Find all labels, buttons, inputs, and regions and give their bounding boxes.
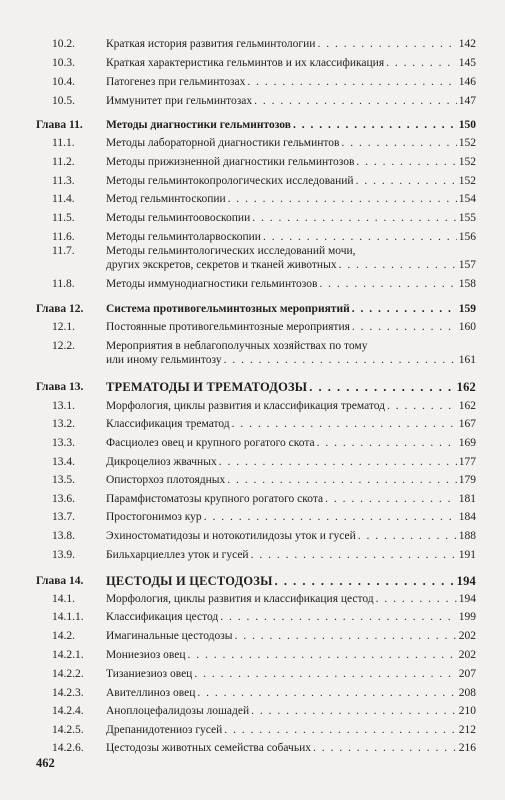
toc-entry-title-line: Дикроцелиоз жвачных — [106, 456, 217, 468]
toc-entry-page: 194 — [458, 593, 476, 605]
toc-entry-page: 181 — [458, 493, 476, 505]
toc-entry-title — [106, 455, 476, 469]
toc-entry-title-line: ЦЕСТОДЫ И ЦЕСТОДОЗЫ — [106, 574, 273, 588]
toc-entry-title — [106, 510, 476, 524]
toc-entry-number: 11.2. — [52, 156, 75, 168]
toc-entry-title-line: других экскретов, секретов и тканей животных — [106, 259, 337, 271]
toc-entry-page: 212 — [458, 724, 476, 736]
dot-leader — [194, 667, 456, 681]
toc-entry-title-line: Метод гельминтоскопии — [106, 193, 226, 205]
toc-entry-title-line: или иному гельминтозу — [106, 354, 222, 366]
toc-entry-number: Глава 13. — [36, 381, 84, 393]
toc-entry-title-line: Бильхарциеллез уток и гусей — [106, 549, 249, 561]
dot-leader — [293, 118, 457, 132]
toc-entry-title-line: Краткая характеристика гельминтов и их классификация — [106, 57, 385, 69]
toc-entry-title — [106, 211, 476, 225]
toc-entry-number: 11.7. — [52, 245, 75, 257]
toc-entry-number: 11.3. — [52, 175, 75, 187]
toc-entry-title-line: ТРЕМАТОДЫ И ТРЕМАТОДОЗЫ — [106, 380, 308, 394]
toc-entry-title-line: Парамфистоматозы крупного рогатого скота — [106, 493, 324, 505]
toc-entry-title — [106, 230, 476, 244]
toc-entry-number: 14.2.4. — [52, 705, 84, 717]
toc-entry-title — [106, 574, 476, 588]
toc-entry-title-line: Методы гельминтокопрологических исследований — [106, 175, 354, 187]
toc-entry-number: 12.1. — [52, 321, 75, 333]
toc-entry-page: 162 — [458, 400, 476, 412]
toc-entry-title — [106, 320, 476, 334]
toc-entry-title-line: Классификация цестод — [106, 611, 219, 623]
toc-entry-title — [106, 723, 476, 737]
dot-leader — [227, 473, 457, 487]
toc-entry-title-line: Краткая история развития гельминтологии — [106, 38, 316, 50]
dot-leader — [313, 741, 457, 755]
toc-entry-title-line: Цестодозы животных семейства собачьих — [106, 742, 311, 754]
toc-entry-page: 159 — [458, 303, 476, 315]
toc-entry-title-line: Имагинальные цестодозы — [106, 630, 233, 642]
toc-entry-number: 11.1. — [52, 137, 75, 149]
toc-entry-page: 188 — [458, 530, 476, 542]
dot-leader — [197, 686, 456, 700]
toc-entry-number: 13.7. — [52, 511, 75, 523]
toc-entry-title — [106, 56, 476, 70]
toc-entry-number: 11.4. — [52, 193, 75, 205]
toc-entry-page: 177 — [458, 456, 476, 468]
toc-entry-title — [106, 118, 476, 132]
dot-leader — [251, 704, 457, 718]
dot-leader — [341, 136, 456, 150]
toc-entry-page: 169 — [458, 437, 476, 449]
toc-entry-number: 12.2. — [52, 340, 75, 352]
toc-entry-number: Глава 14. — [36, 575, 84, 587]
dot-leader — [317, 37, 456, 51]
toc-entry-title-line: Мониезиоз овец — [106, 649, 186, 661]
dot-leader — [356, 174, 457, 188]
toc-entry-number: 13.5. — [52, 474, 75, 486]
toc-entry-page: 157 — [458, 259, 476, 271]
dot-leader — [220, 610, 456, 624]
toc-entry-title-line: Методы диагностики гельминтозов — [106, 119, 291, 131]
toc-entry-title-line: Методы гельминтологических исследований мочи, — [106, 245, 356, 257]
dot-leader — [228, 192, 457, 206]
toc-entry-title-line: Методы гельминтоларвоскопии — [106, 231, 261, 243]
toc-entry-title-line: Аноплоцефалидозы лошадей — [106, 705, 250, 717]
toc-entry-title — [106, 741, 476, 755]
toc-entry-title — [106, 37, 476, 51]
toc-entry-title — [106, 417, 476, 431]
toc-entry-title-line: Методы гельминтоовоскопии — [106, 212, 251, 224]
dot-leader — [376, 592, 457, 606]
toc-entry-title — [106, 648, 476, 662]
toc-entry-number: 10.5. — [52, 95, 75, 107]
dot-leader — [352, 302, 457, 316]
toc-entry-title — [106, 75, 476, 89]
toc-entry-number: 13.2. — [52, 418, 75, 430]
toc-entry-page: 152 — [458, 156, 476, 168]
dot-leader — [325, 492, 457, 506]
toc-entry-number: 14.2.2. — [52, 668, 84, 680]
toc-entry-title-line: Методы лабораторной диагностики гельминтов — [106, 137, 340, 149]
toc-entry-title — [106, 94, 476, 108]
toc-entry-title — [106, 592, 476, 606]
toc-entry-title — [106, 436, 476, 450]
toc-entry-page: 147 — [458, 95, 476, 107]
dot-leader — [204, 510, 457, 524]
toc-entry-title-line: Морфология, циклы развития и классификация цестод — [106, 593, 374, 605]
dot-leader — [251, 548, 457, 562]
dot-leader — [309, 380, 454, 394]
toc-entry-number: 13.4. — [52, 456, 75, 468]
toc-entry-number: 14.2. — [52, 630, 75, 642]
toc-entry-page: 194 — [456, 574, 476, 588]
toc-entry-title-line: Мероприятия в неблагополучных хозяйствах по тому — [106, 340, 368, 352]
dot-leader — [219, 455, 457, 469]
toc-entry-title — [106, 473, 476, 487]
toc-entry-title-line: Постоянные противогельминтозные мероприятия — [106, 321, 350, 333]
toc-entry-number: 13.9. — [52, 549, 75, 561]
dot-leader — [247, 75, 456, 89]
toc-entry-number: 13.3. — [52, 437, 75, 449]
toc-entry-number: 13.1. — [52, 400, 75, 412]
toc-entry-page: 142 — [458, 38, 476, 50]
toc-entry-title — [106, 399, 476, 413]
toc-entry-title-line: Авителлиноз овец — [106, 687, 196, 699]
toc-entry-page: 207 — [458, 668, 476, 680]
toc-entry-title — [106, 380, 476, 394]
toc-entry-title-line: Описторхоз плотоядных — [106, 474, 226, 486]
dot-leader — [252, 211, 457, 225]
toc-entry-title-line: Фасциолез овец и крупного рогатого скота — [106, 437, 315, 449]
dot-leader — [317, 436, 457, 450]
toc-entry-title-line: Простогонимоз кур — [106, 511, 202, 523]
toc-entry-number: 11.8. — [52, 278, 75, 290]
dot-leader — [319, 277, 456, 291]
toc-entry-title — [106, 704, 476, 718]
toc-entry-number: Глава 12. — [36, 303, 84, 315]
toc-entry-title — [106, 610, 476, 624]
dot-leader — [224, 353, 457, 367]
toc-entry-number: 11.5. — [52, 212, 75, 224]
toc-entry-page: 161 — [458, 354, 476, 366]
toc-entry-title — [106, 244, 476, 272]
toc-entry-page: 146 — [458, 76, 476, 88]
toc-entry-page: 202 — [458, 630, 476, 642]
toc-entry-number: 14.2.3. — [52, 687, 84, 699]
toc-entry-number: 14.1. — [52, 593, 75, 605]
toc-entry-number: 14.1.1. — [52, 611, 84, 623]
toc-entry-title — [106, 174, 476, 188]
toc-entry-title — [106, 529, 476, 543]
toc-entry-page: 150 — [458, 119, 476, 131]
toc-entry-page: 191 — [458, 549, 476, 561]
dot-leader — [254, 94, 457, 108]
toc-entry-title — [106, 667, 476, 681]
toc-entry-title — [106, 192, 476, 206]
toc-entry-page: 152 — [458, 137, 476, 149]
toc-entry-page: 158 — [458, 278, 476, 290]
toc-entry-title — [106, 136, 476, 150]
toc-entry-title — [106, 548, 476, 562]
toc-entry-number: Глава 11. — [36, 119, 83, 131]
dot-leader — [358, 529, 457, 543]
page-number: 462 — [36, 756, 55, 770]
dot-leader — [352, 320, 457, 334]
toc-entry-title-line: Система противогельминтозных мероприятий — [106, 303, 350, 315]
dot-leader — [275, 574, 455, 588]
toc-entry-number: 14.2.1. — [52, 649, 84, 661]
dot-leader — [386, 56, 457, 70]
dot-leader — [224, 723, 456, 737]
dot-leader — [263, 230, 457, 244]
toc-entry-title-line: Эхиностоматидозы и нотокотилидозы уток и гусей — [106, 530, 356, 542]
toc-entry-title — [106, 629, 476, 643]
toc-entry-title-line: Дрепанидотениоз гусей — [106, 724, 223, 736]
dot-leader — [232, 417, 457, 431]
toc-entry-number: 13.8. — [52, 530, 75, 542]
toc-entry-title — [106, 339, 476, 367]
dot-leader — [356, 155, 456, 169]
toc-entry-number: 10.4. — [52, 76, 75, 88]
toc-entry-page: 162 — [456, 380, 476, 394]
toc-entry-number: 14.2.6. — [52, 742, 84, 754]
toc-entry-number: 10.2. — [52, 38, 75, 50]
toc-entry-title-line: Патогенез при гельминтозах — [106, 76, 246, 88]
toc-entry-title — [106, 277, 476, 291]
toc-entry-page: 210 — [458, 705, 476, 717]
toc-entry-title-line: Методы прижизненной диагностики гельминтозов — [106, 156, 355, 168]
toc-entry-page: 184 — [458, 511, 476, 523]
toc-entry-title — [106, 155, 476, 169]
toc-entry-title-line: Тизаниезиоз овец — [106, 668, 193, 680]
dot-leader — [339, 258, 457, 272]
toc-entry-page: 156 — [458, 231, 476, 243]
toc-entry-title-line: Классификация трематод — [106, 418, 230, 430]
toc-entry-number: 13.6. — [52, 493, 75, 505]
toc-entry-page: 167 — [458, 418, 476, 430]
toc-entry-title-line: Методы иммунодиагностики гельминтозов — [106, 278, 318, 290]
toc-entry-page: 179 — [458, 474, 476, 486]
toc-entry-page: 199 — [458, 611, 476, 623]
toc-entry-title — [106, 302, 476, 316]
toc-entry-title-line: Морфология, циклы развития и классификация трематод — [106, 400, 386, 412]
toc-entry-page: 154 — [458, 193, 476, 205]
toc-entry-page: 208 — [458, 687, 476, 699]
toc-entry-page: 152 — [458, 175, 476, 187]
toc-entry-title — [106, 686, 476, 700]
toc-entry-page: 202 — [458, 649, 476, 661]
toc-entry-page: 216 — [458, 742, 476, 754]
dot-leader — [387, 399, 457, 413]
toc-entry-title-line: Иммунитет при гельминтозах — [106, 95, 253, 107]
dot-leader — [235, 629, 457, 643]
dot-leader — [187, 648, 456, 662]
toc-entry-page: 160 — [458, 321, 476, 333]
toc-entry-number: 14.2.5. — [52, 724, 84, 736]
toc-entry-page: 155 — [458, 212, 476, 224]
toc-entry-number: 10.3. — [52, 57, 75, 69]
toc-entry-title — [106, 492, 476, 506]
toc-entry-number: 11.6. — [52, 231, 75, 243]
toc-entry-page: 145 — [458, 57, 476, 69]
